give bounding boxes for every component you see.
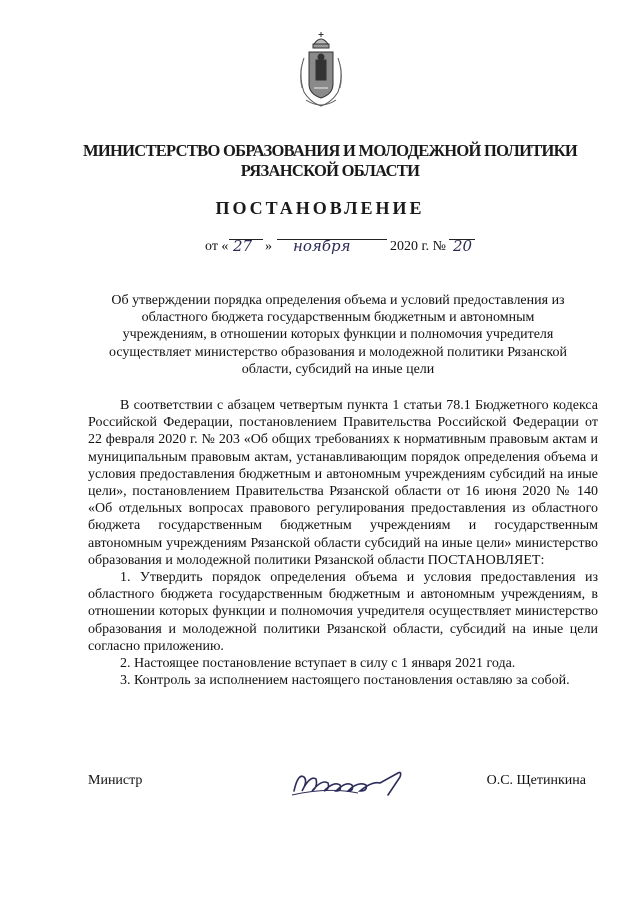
subject-line: областного бюджета государственным бюджетным и автономным xyxy=(141,310,535,326)
coat-of-arms-emblem xyxy=(296,30,346,110)
date-day-handwritten: 27 xyxy=(233,237,253,255)
resolution-item-1: 1. Утвердить порядок определения объема и условия предоставления из областного бюджета государственным бюджетным и автономным учреждениям, в отношении которых функции и полномочия учредителя осуществляет министерство образования и молодежной политики Рязанской области, субсидий на иные цели согласно приложению. xyxy=(88,570,598,654)
resolution-item-3: 3. Контроль за исполнением настоящего постановления оставляю за собой. xyxy=(120,673,570,689)
document-number-handwritten: 20 xyxy=(453,237,473,255)
subject-line: учреждениям, в отношении которых функции и полномочия учредителя xyxy=(122,327,554,343)
signatory-name: О.С. Щетинкина xyxy=(486,773,586,788)
preamble-paragraph: В соответствии с абзацем четвертым пункта 1 статьи 78.1 Бюджетного кодекса Российской Федерации, постановлением Правительства Российской Федерации от 22 февраля 2020 г. № 203 «Об общих требованиях к нормативным правовым актам и муниципальным правовым актам, устанавливающим порядок определения объема и условия предоставления бюджетным и автономным учреждениям субсидий на иные цели», постановлением Правительства Рязанской области от 16 июня 2020 № 140 «Об отдельных вопросах правового регулирования предоставления из областного бюджета государственным бюджетным учреждениям и государственным автономным учреждениям Рязанской области субсидий на иные цели» министерство образования и молодежной политики Рязанской области ПОСТАНОВЛЯЕТ: xyxy=(88,398,598,568)
ministry-name-line1: МИНИСТЕРСТВО ОБРАЗОВАНИЯ И МОЛОДЕЖНОЙ ПОЛИТИКИ xyxy=(82,141,578,160)
signatory-title: Министр xyxy=(88,773,143,788)
date-year-number-label: 2020 г. № xyxy=(390,239,447,254)
date-month-handwritten: ноября xyxy=(293,237,351,255)
document-type-heading: ПОСТАНОВЛЕНИЕ xyxy=(215,198,425,218)
signature-block xyxy=(88,771,598,811)
month-underline xyxy=(277,239,387,240)
handwritten-signature xyxy=(288,765,418,801)
number-underline xyxy=(449,239,475,240)
ministry-name xyxy=(60,141,600,181)
document-body xyxy=(88,397,598,689)
date-prefix: от « xyxy=(205,239,229,254)
resolution-item-2: 2. Настоящее постановление вступает в силу с 1 января 2021 года. xyxy=(120,656,516,672)
subject-line: Об утверждении порядка определения объема и условий предоставления из xyxy=(111,293,565,308)
document-subject xyxy=(88,292,588,378)
date-quote-close: » xyxy=(265,239,272,254)
ministry-name-line2: РЯЗАНСКОЙ ОБЛАСТИ xyxy=(240,161,420,180)
day-underline xyxy=(229,239,263,240)
subject-line: осуществляет министерство образования и молодежной политики Рязанской xyxy=(109,344,567,360)
subject-line: области, субсидий на иные цели xyxy=(241,361,435,377)
